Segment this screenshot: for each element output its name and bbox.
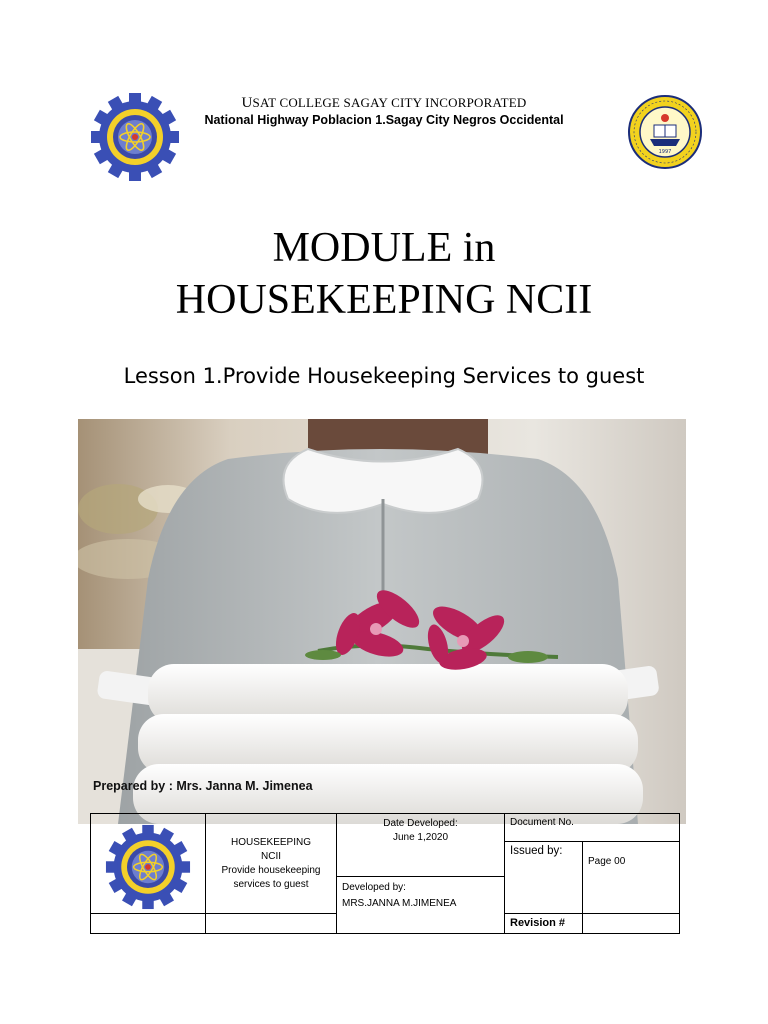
table-title-line-4: services to guest bbox=[233, 879, 309, 890]
page-cell bbox=[583, 842, 680, 914]
document-no-cell bbox=[505, 814, 680, 842]
page-cell-continued bbox=[583, 914, 680, 934]
prepared-by: Prepared by : Mrs. Janna M. Jimenea bbox=[93, 779, 313, 793]
title-line-1: MODULE in bbox=[272, 225, 496, 271]
table-title-line-2: NCII bbox=[261, 851, 281, 862]
lesson-title: Lesson 1.Provide Housekeeping Services to guest bbox=[123, 364, 645, 388]
school-name: USAT COLLEGE SAGAY CITY INCORPORATED bbox=[241, 95, 527, 111]
module-title bbox=[0, 222, 768, 326]
table-logo-cell bbox=[91, 814, 206, 914]
date-developed-label: Date Developed: bbox=[383, 818, 458, 829]
revision-cell bbox=[505, 914, 583, 934]
school-address: National Highway Poblacion 1.Sagay City Negros Occidental bbox=[204, 113, 564, 127]
gear-atom-seal-icon bbox=[90, 92, 180, 182]
developed-by-label: Developed by: bbox=[342, 882, 406, 893]
issued-by-label: Issued by: bbox=[510, 845, 563, 857]
page-label: Page 00 bbox=[588, 856, 626, 867]
date-developed-cell bbox=[337, 814, 505, 877]
table-title-line-3: Provide housekeeping bbox=[221, 865, 321, 876]
table-title-line-1: HOUSEKEEPING bbox=[230, 837, 312, 848]
developed-by-value: MRS.JANNA M.JIMENEA bbox=[342, 898, 457, 909]
document-info-table bbox=[90, 813, 680, 934]
date-developed-value: June 1,2020 bbox=[392, 832, 449, 843]
revision-label: Revision # bbox=[510, 917, 566, 929]
issued-by-cell bbox=[505, 842, 583, 914]
developed-by-cell bbox=[337, 877, 505, 934]
module-title-cell bbox=[206, 814, 337, 914]
seal-year: 1997 bbox=[658, 149, 672, 155]
gear-atom-seal-icon bbox=[91, 814, 205, 913]
cover-photo bbox=[78, 419, 686, 824]
deped-seal-icon bbox=[628, 95, 702, 169]
logo-cell-continued bbox=[91, 914, 206, 934]
title-cell-continued bbox=[206, 914, 337, 934]
title-line-2: HOUSEKEEPING NCII bbox=[175, 277, 593, 323]
document-no-label: Document No. bbox=[510, 817, 574, 828]
